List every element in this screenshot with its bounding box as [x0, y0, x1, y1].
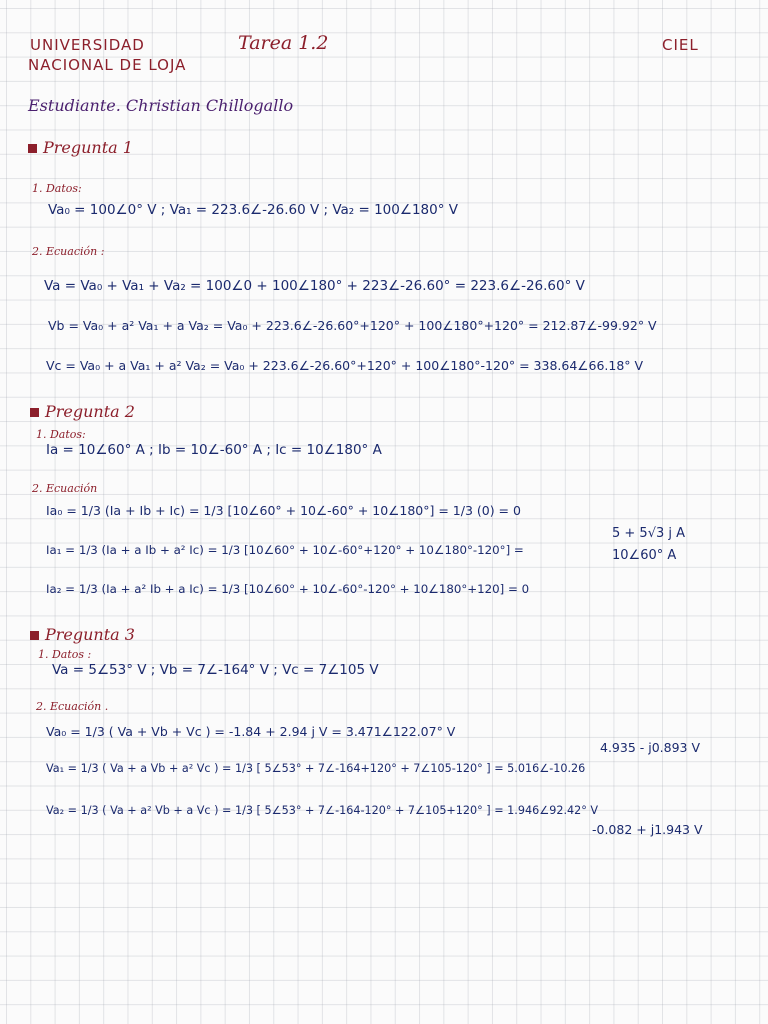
- question-1-vc: Vc = Va₀ + a Va₁ + a² Va₂ = Va₀ + 223.6∠-26.60°+120° + 100∠180°-120° = 338.64∠66.18° V: [46, 358, 644, 373]
- question-3-heading: [30, 625, 135, 644]
- question-1-datos-label: 1. Datos:: [32, 182, 82, 195]
- question-1-va: Va = Va₀ + Va₁ + Va₂ = 100∠0 + 100∠180° + 223∠-26.60° = 223.6∠-26.60° V: [44, 278, 585, 294]
- question-3-va2: Va₂ = 1/3 ( Va + a² Vb + a Vc ) = 1/3 [ 5∠53° + 7∠-164-120° + 7∠105+120° ] = 1.946∠92.42° V: [46, 804, 599, 817]
- question-2-datos: Ia = 10∠60° A ; Ib = 10∠-60° A ; Ic = 10∠180° A: [46, 442, 382, 458]
- question-2-heading-text: Pregunta 2: [45, 402, 135, 421]
- question-2-ia1: Ia₁ = 1/3 (Ia + a Ib + a² Ic) = 1/3 [10∠60° + 10∠-60°+120° + 10∠180°-120°] =: [46, 543, 524, 557]
- question-2-ia2: Ia₂ = 1/3 (Ia + a² Ib + a Ic) = 1/3 [10∠60° + 10∠-60°-120° + 10∠180°+120] = 0: [46, 582, 530, 596]
- question-2-ia1-result-polar: 10∠60° A: [612, 548, 677, 563]
- university-name-line2: NACIONAL DE LOJA: [28, 56, 187, 74]
- question-2-ecuacion-label: 2. Ecuación: [32, 482, 98, 495]
- page-title: Tarea 1.2: [238, 32, 329, 54]
- question-3-va1-rect: 4.935 - j0.893 V: [600, 740, 701, 755]
- question-2-ia0: Ia₀ = 1/3 (Ia + Ib + Ic) = 1/3 [10∠60° + 10∠-60° + 10∠180°] = 1/3 (0) = 0: [46, 503, 521, 518]
- question-1-datos: Va₀ = 100∠0° V ; Va₁ = 223.6∠-26.60 V ; Va₂ = 100∠180° V: [48, 202, 459, 218]
- question-3-va2-rect: -0.082 + j1.943 V: [592, 822, 703, 837]
- question-3-heading-text: Pregunta 3: [45, 625, 135, 644]
- question-3-datos: Va = 5∠53° V ; Vb = 7∠-164° V ; Vc = 7∠105 V: [52, 662, 379, 678]
- question-2-ia1-result-rect: 5 + 5√3 j A: [612, 526, 686, 541]
- university-name-line1: UNIVERSIDAD: [30, 36, 145, 54]
- course-label: CIEL: [662, 36, 699, 54]
- question-1-heading-text: Pregunta 1: [43, 138, 133, 157]
- question-3-va1: Va₁ = 1/3 ( Va + a Vb + a² Vc ) = 1/3 [ 5∠53° + 7∠-164+120° + 7∠105-120° ] = 5.016∠-10.26: [46, 762, 586, 775]
- question-2-heading: [30, 402, 135, 421]
- question-1-vb: Vb = Va₀ + a² Va₁ + a Va₂ = Va₀ + 223.6∠-26.60°+120° + 100∠180°+120° = 212.87∠-99.92° V: [48, 318, 657, 333]
- bullet-icon: [30, 408, 39, 417]
- student-name: Estudiante. Christian Chillogallo: [28, 96, 294, 115]
- question-3-ecuacion-label: 2. Ecuación .: [36, 700, 109, 713]
- question-1-ecuacion-label: 2. Ecuación :: [32, 245, 105, 258]
- question-3-va0: Va₀ = 1/3 ( Va + Vb + Vc ) = -1.84 + 2.94 j V = 3.471∠122.07° V: [46, 724, 456, 739]
- bullet-icon: [28, 144, 37, 153]
- bullet-icon: [30, 631, 39, 640]
- question-1-heading: [28, 138, 133, 157]
- question-2-datos-label: 1. Datos:: [36, 428, 86, 441]
- question-3-datos-label: 1. Datos :: [38, 648, 92, 661]
